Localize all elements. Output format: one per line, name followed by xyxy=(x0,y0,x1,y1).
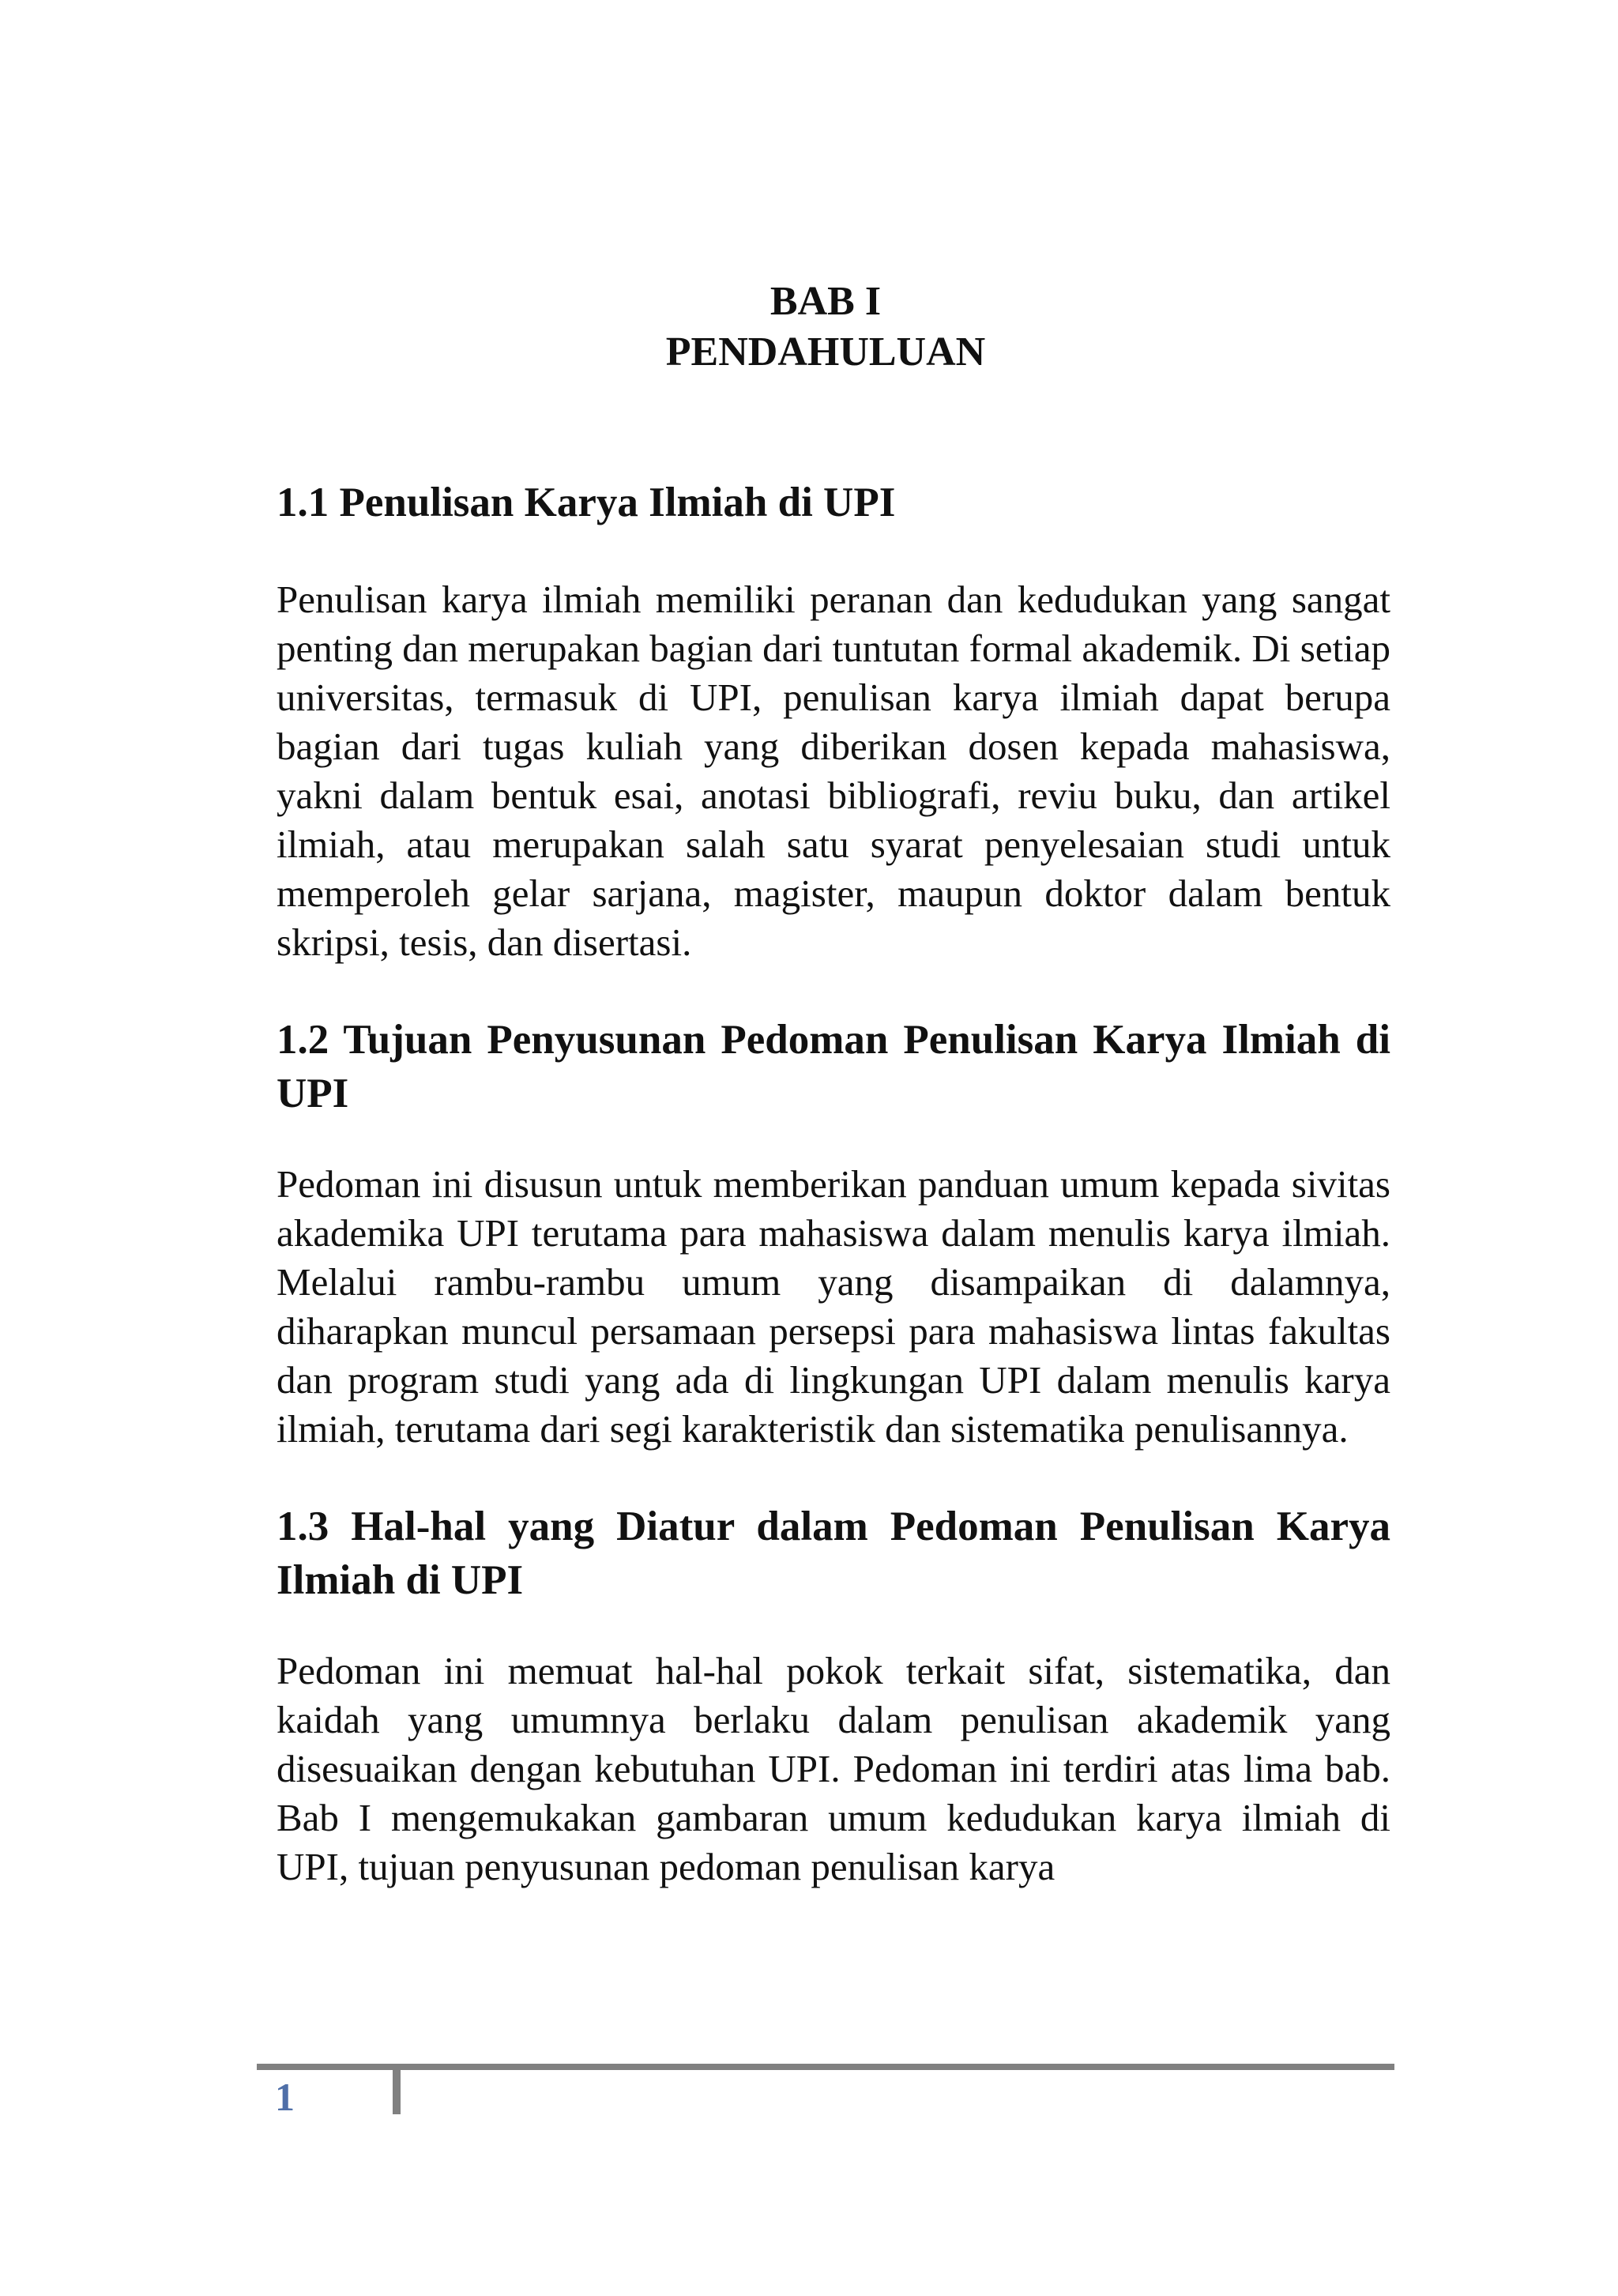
section-heading-1-3: 1.3 Hal-hal yang Diatur dalam Pedoman Penulisan Karya Ilmiah di UPI xyxy=(277,1504,1390,1603)
document-content xyxy=(277,476,1390,1891)
section-body-1-3: Pedoman ini memuat hal-hal pokok terkait sifat, sistematika, dan kaidah yang umumnya berlaku dalam penulisan akademik yang disesuaikan dengan kebutuhan UPI. Pedoman ini terdiri atas lima bab. Bab I mengemukakan gambaran umum kedudukan karya ilmiah di UPI, tujuan penyusunan pedoman penulisan karya xyxy=(277,1649,1390,1888)
chapter-heading xyxy=(273,277,1379,378)
chapter-title: PENDAHULUAN xyxy=(665,329,986,375)
chapter-number: BAB I xyxy=(769,279,882,324)
section-heading-1-2: 1.2 Tujuan Penyusunan Pedoman Penulisan Karya Ilmiah di UPI xyxy=(277,1017,1390,1116)
page-number: 1 xyxy=(275,2075,295,2119)
section-body-1-1: Penulisan karya ilmiah memiliki peranan dan kedudukan yang sangat penting dan merupakan bagian dari tuntutan formal akademik. Di setiap universitas, termasuk di UPI, penulisan karya ilmiah dapat berupa bagian dari tugas kuliah yang diberikan dosen kepada mahasiswa, yakni dalam bentuk esai, anotasi bibliografi, reviu buku, dan artikel ilmiah, atau merupakan salah satu syarat penyelesaian studi untuk memperoleh gelar sarjana, magister, maupun doktor dalam bentuk skripsi, tesis, dan disertasi. xyxy=(277,578,1390,964)
section-heading-1-1: 1.1 Penulisan Karya Ilmiah di UPI xyxy=(277,480,896,525)
footer-rule xyxy=(257,2064,1394,2070)
section-body-1-2: Pedoman ini disusun untuk memberikan panduan umum kepada sivitas akademika UPI terutama para mahasiswa dalam menulis karya ilmiah. Melalui rambu-rambu umum yang disampaikan di dalamnya, diharapkan muncul persamaan persepsi para mahasiswa lintas fakultas dan program studi yang ada di lingkungan UPI dalam menulis karya ilmiah, terutama dari segi karakteristik dan sistematika penulisannya. xyxy=(277,1162,1390,1451)
footer-divider-tick xyxy=(393,2064,401,2114)
